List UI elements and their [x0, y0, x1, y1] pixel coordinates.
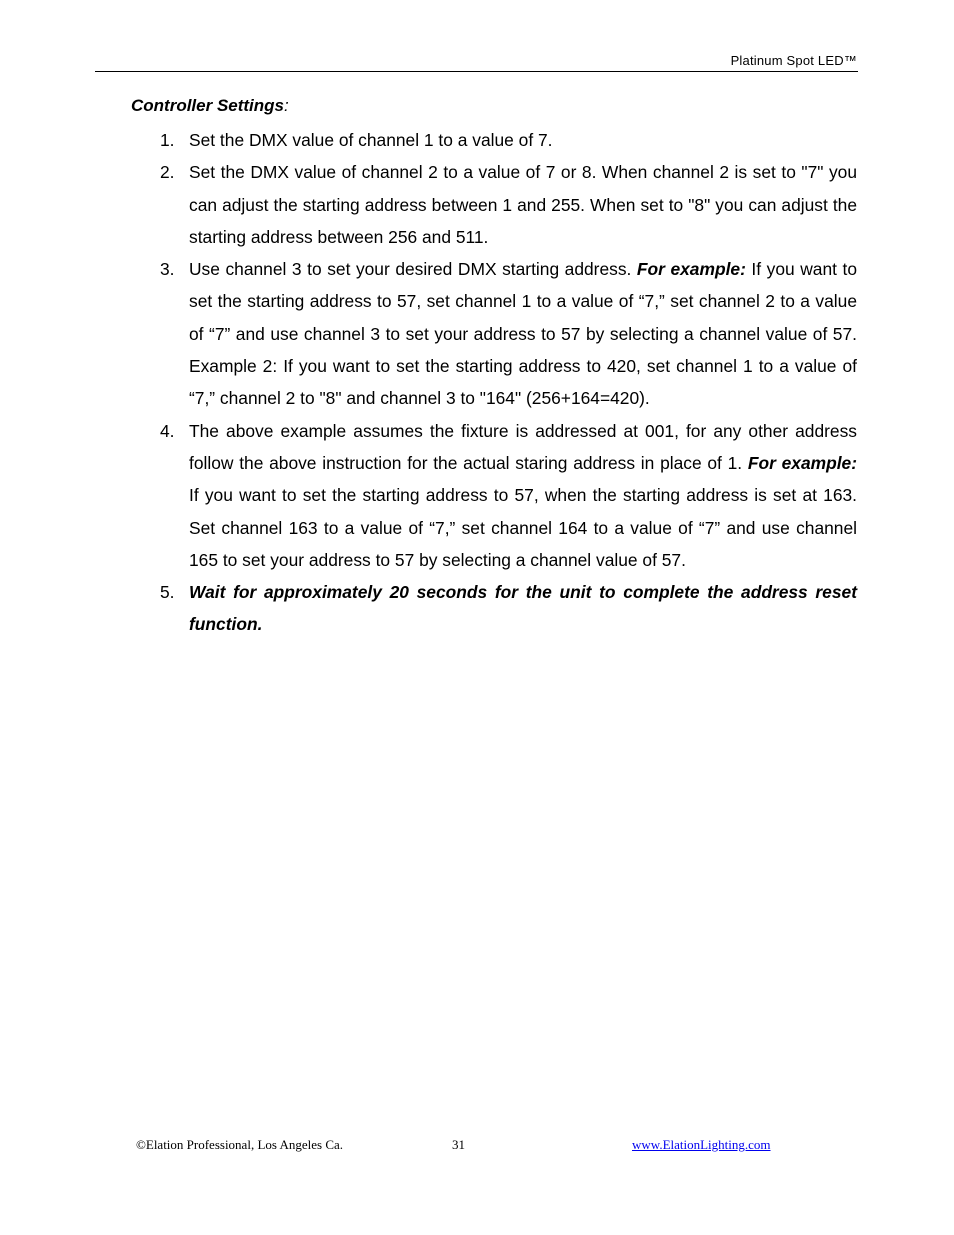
step-text-b: If you want to set the starting address to 57, when the starting address is set at 163. Set channel 163 to a value of “7,” set channel 164 to a value of “7” and use channel 165 to set your address to 57 by selecting a channel value of 57.: [189, 485, 857, 570]
step-item-5: [152, 576, 857, 641]
header-rule: [95, 71, 858, 72]
step-number: 3.: [160, 259, 175, 280]
step-item-3: [152, 253, 857, 414]
step-emphasis: For example:: [747, 452, 858, 473]
step-item-4: [152, 415, 857, 576]
step-text: Set the DMX value of channel 2 to a value of 7 or 8. When channel 2 is set to "7" you can adjust the starting address between 1 and 255. When set to "8" you can adjust the starting address between 256 and 511.: [189, 162, 857, 247]
footer-page-number: 31: [452, 1137, 465, 1152]
footer-copyright: ©Elation Professional, Los Angeles Ca.: [136, 1137, 344, 1152]
section-heading-colon: :: [284, 96, 289, 115]
step-number: 4.: [160, 420, 175, 441]
steps-list: [152, 124, 857, 641]
step-item-1: [152, 124, 857, 156]
step-number: 5.: [160, 582, 175, 603]
section-heading-text: Controller Settings: [131, 96, 285, 115]
step-text: Set the DMX value of channel 1 to a value of 7.: [189, 130, 553, 150]
step-number: 2.: [160, 162, 175, 183]
step-item-2: [152, 156, 857, 253]
step-number: 1.: [160, 130, 175, 150]
header-title: Platinum Spot LED™: [730, 53, 857, 68]
step-emphasis: For example:: [636, 259, 746, 280]
step-text-a: Use channel 3 to set your desired DMX starting address.: [189, 259, 637, 280]
footer-website-link[interactable]: www.ElationLighting.com: [632, 1137, 771, 1152]
section-heading: [131, 96, 289, 116]
step-text-b: If you want to set the starting address to 57, set channel 1 to a value of “7,” set channel 2 to a value of “7” and use channel 3 to set your address to 57 by selecting a channel value of 57. Example 2: If you want to set the starting address to 420, set channel 1 to a value of “7,” channel 2 to "8" and channel 3 to "164" (256+164=420).: [189, 259, 857, 409]
step-text: Wait for approximately 20 seconds for the unit to complete the address reset function.: [189, 582, 857, 635]
step-text-a: The above example assumes the fixture is addressed at 001, for any other address follow the above instruction for the actual staring address in place of 1.: [189, 420, 857, 473]
